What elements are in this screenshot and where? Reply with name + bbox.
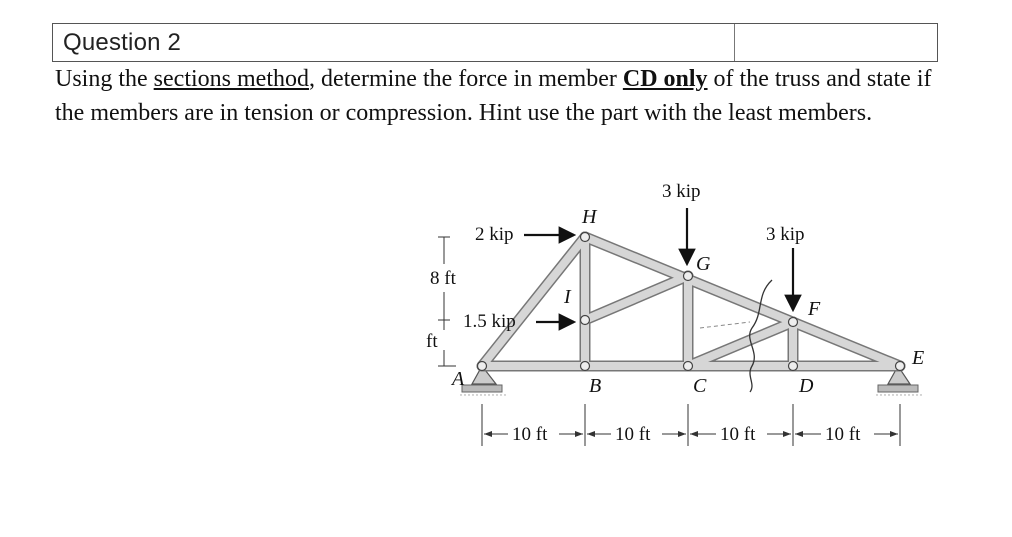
pin-h [581,233,590,242]
joint-label-f: F [808,298,821,320]
pin-b [581,362,590,371]
load-label-1-5kip: 1.5 kip [463,311,516,332]
dim-label-ab: 10 ft [512,424,548,445]
prompt-text-2: , determine the force in member [308,66,623,92]
section-dashed [700,322,750,328]
prompt-text-3: of the truss and state if the members are in tension or compression. Hint use the part with the least members. [55,66,932,126]
members [482,237,900,366]
prompt-member-cd: CD only [622,66,708,92]
joint-label-a: A [452,368,465,390]
load-label-2kip: 2 kip [475,224,514,245]
question-prompt [55,62,935,130]
joint-label-h: H [582,206,597,228]
dim-label-de: 10 ft [825,424,861,445]
joint-label-e: E [912,347,925,369]
pin-f [789,318,798,327]
dim-label-cd: 10 ft [720,424,756,445]
pin-i [581,316,590,325]
vertical-dimension [438,237,456,366]
prompt-text-1: Using the [55,66,154,92]
question-title: Question 2 [63,29,182,56]
joint-label-g: G [696,253,711,275]
load-label-3kip-f: 3 kip [766,224,805,245]
dim-label-8ft: 8 ft [430,268,456,289]
load-label-3kip-g: 3 kip [662,181,701,202]
header-divider [734,24,735,62]
joint-label-b: B [589,375,602,397]
pin-g [684,272,693,281]
joint-label-d: D [799,375,814,397]
dim-label-bc: 10 ft [615,424,651,445]
pin-e [896,362,905,371]
joint-label-i: I [564,286,571,308]
truss-figure [400,170,940,460]
dim-label-ft: ft [426,331,438,352]
member-cf [688,322,793,366]
pin-a [478,362,487,371]
member-ig [585,276,688,320]
question-header [52,23,938,61]
pin-d [789,362,798,371]
pin-c [684,362,693,371]
prompt-sections-method: sections method [153,66,309,92]
joint-label-c: C [693,375,707,397]
